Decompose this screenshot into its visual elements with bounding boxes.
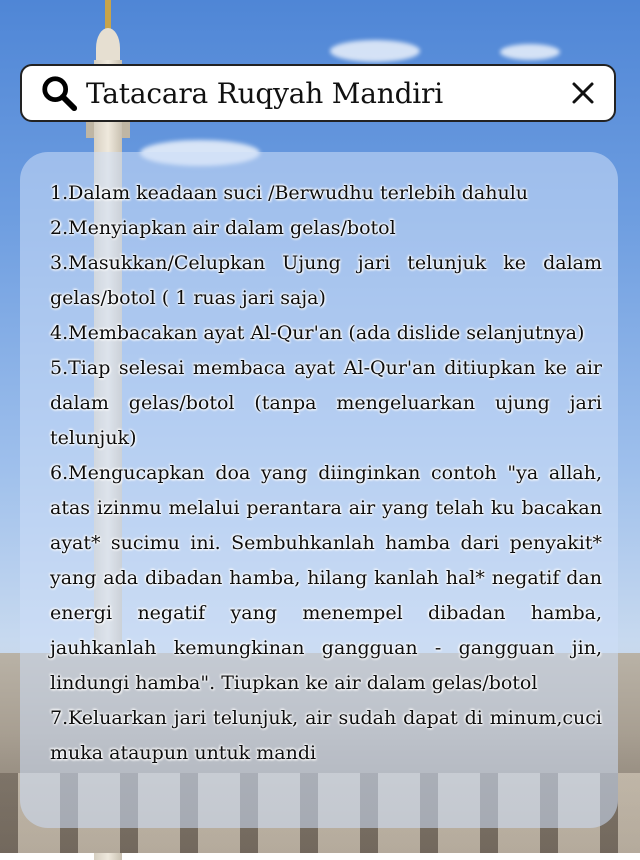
close-icon[interactable] — [570, 80, 596, 106]
search-bar[interactable] — [20, 64, 616, 122]
step-item: 7.Keluarkan jari telunjuk, air sudah dapat di minum,cuci muka ataupun untuk mandi — [50, 707, 602, 764]
step-item: 2.Menyiapkan air dalam gelas/botol — [50, 217, 396, 239]
cloud — [500, 44, 560, 60]
cloud — [330, 40, 420, 62]
step-item: 1.Dalam keadaan suci /Berwudhu terlebih dahulu — [50, 182, 529, 204]
step-item: 4.Membacakan ayat Al-Qur'an (ada dislide selanjutnya) — [50, 322, 585, 344]
search-query[interactable]: Tatacara Ruqyah Mandiri — [86, 76, 443, 110]
step-item: 6.Mengucapkan doa yang diinginkan contoh "ya allah, atas izinmu melalui perantara air yang telah ku bacakan ayat* sucimu ini. Sembuhkanlah hamba dari penyakit* yang ada dibadan hamba, hilang kanlah hal* negatif dan energi negatif yang menempel dibadan hamba, jauhkanlah kemungkinan gangguan - gangguan jin, lindungi hamba". Tiupkan ke air dalam gelas/botol — [50, 462, 602, 694]
steps-list — [50, 176, 602, 771]
step-item: 3.Masukkan/Celupkan Ujung jari telunjuk ke dalam gelas/botol ( 1 ruas jari saja) — [50, 252, 602, 309]
search-icon[interactable] — [40, 74, 78, 112]
step-item: 5.Tiap selesai membaca ayat Al-Qur'an ditiupkan ke air dalam gelas/botol (tanpa mengeluarkan ujung jari telunjuk) — [50, 357, 602, 449]
